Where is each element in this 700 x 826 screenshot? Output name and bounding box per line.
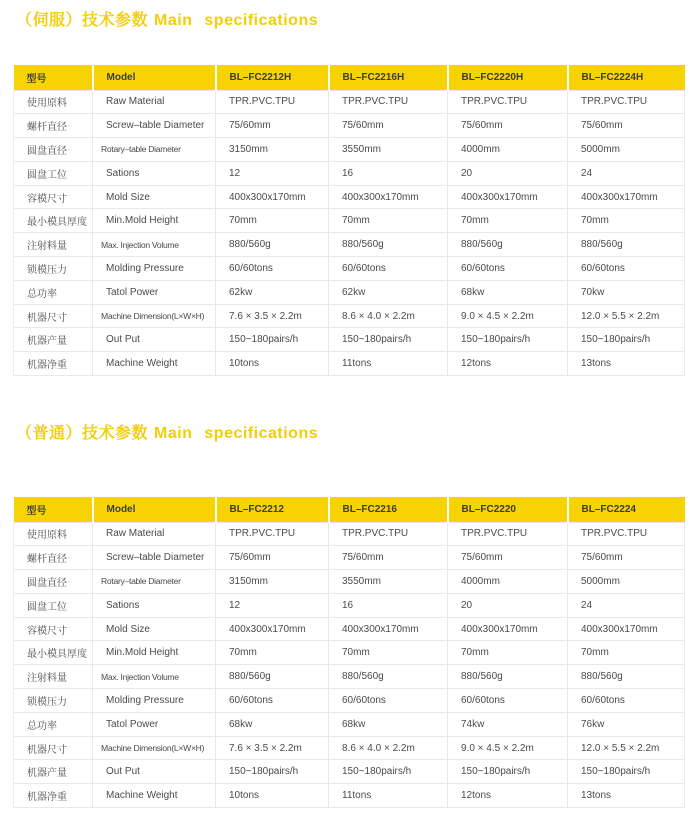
spec-value-cell: 60/60tons [568, 257, 685, 281]
spec-value-cell: 60/60tons [448, 689, 568, 713]
spec-row [14, 736, 685, 760]
spec-row [14, 784, 685, 808]
spec-value-cell: 70mm [448, 641, 568, 665]
spec-value-cell: 8.6 × 4.0 × 2.2m [329, 736, 448, 760]
spec-row [14, 689, 685, 713]
row-label-en-cell: Machine Dimension(L×W×H) [93, 736, 216, 760]
row-label-zh-cell: 机器尺寸 [14, 304, 93, 328]
row-label-zh-cell: 总功率 [14, 280, 93, 304]
row-label-en-cell: Out Put [93, 760, 216, 784]
spec-value-cell: 400x300x170mm [448, 617, 568, 641]
spec-row [14, 641, 685, 665]
standard-header-row [14, 497, 685, 522]
spec-value-cell: 9.0 × 4.5 × 2.2m [448, 304, 568, 328]
row-label-zh-cell: 机器净重 [14, 352, 93, 376]
spec-value-cell: 5000mm [568, 570, 685, 594]
spec-row [14, 328, 685, 352]
spec-value-cell: TPR.PVC.TPU [448, 522, 568, 546]
spec-value-cell: 400x300x170mm [568, 617, 685, 641]
row-label-zh-cell: 最小模具厚度 [14, 209, 93, 233]
spec-value-cell: 60/60tons [568, 689, 685, 713]
spec-row [14, 257, 685, 281]
spec-value-cell: 68kw [448, 280, 568, 304]
servo-spec-table [13, 65, 685, 376]
spec-value-cell: 75/60mm [448, 114, 568, 138]
spec-value-cell: 62kw [216, 280, 329, 304]
spec-value-cell: 75/60mm [329, 546, 448, 570]
model-header-cell: BL–FC2224H [568, 65, 685, 90]
spec-value-cell: 880/560g [329, 233, 448, 257]
spec-value-cell: 150~180pairs/h [568, 328, 685, 352]
row-label-en-cell: Sations [93, 161, 216, 185]
model-header-cell: BL–FC2216H [329, 65, 448, 90]
column-header-cell: 型号 [14, 497, 93, 522]
spec-value-cell: 880/560g [568, 233, 685, 257]
spec-value-cell: 400x300x170mm [448, 185, 568, 209]
standard-title-en: Main specifications [154, 425, 319, 442]
row-label-zh-cell: 容模尺寸 [14, 185, 93, 209]
spec-value-cell: 12.0 × 5.5 × 2.2m [568, 304, 685, 328]
spec-value-cell: 60/60tons [329, 257, 448, 281]
spec-value-cell: 70mm [448, 209, 568, 233]
standard-title-zh: （普通）技术参数 [16, 425, 149, 442]
spec-value-cell: 75/60mm [216, 114, 329, 138]
spec-value-cell: 11tons [329, 784, 448, 808]
spec-value-cell: 74kw [448, 712, 568, 736]
spec-value-cell: 68kw [216, 712, 329, 736]
row-label-zh-cell: 圆盘工位 [14, 161, 93, 185]
model-header-cell: BL–FC2220 [448, 497, 568, 522]
row-label-zh-cell: 圆盘直径 [14, 138, 93, 162]
spec-value-cell: 70mm [216, 209, 329, 233]
spec-value-cell: 70mm [329, 641, 448, 665]
spec-value-cell: 7.6 × 3.5 × 2.2m [216, 736, 329, 760]
spec-row [14, 546, 685, 570]
row-label-en-cell: Machine Dimension(L×W×H) [93, 304, 216, 328]
servo-header-row [14, 65, 685, 90]
spec-value-cell: 70kw [568, 280, 685, 304]
spec-value-cell: 400x300x170mm [568, 185, 685, 209]
row-label-zh-cell: 使用原料 [14, 90, 93, 114]
column-header-cell: Model [93, 497, 216, 522]
row-label-zh-cell: 注射料量 [14, 665, 93, 689]
row-label-en-cell: Rotary–table Diameter [93, 138, 216, 162]
spec-value-cell: TPR.PVC.TPU [568, 522, 685, 546]
spec-value-cell: 70mm [568, 641, 685, 665]
spec-value-cell: 13tons [568, 352, 685, 376]
spec-value-cell: 880/560g [216, 233, 329, 257]
spec-value-cell: 3150mm [216, 138, 329, 162]
spec-row [14, 617, 685, 641]
spec-value-cell: 70mm [568, 209, 685, 233]
row-label-en-cell: Max. Injection Volume [93, 233, 216, 257]
spec-value-cell: 400x300x170mm [216, 185, 329, 209]
spec-row [14, 161, 685, 185]
spec-row [14, 90, 685, 114]
row-label-zh-cell: 锁模压力 [14, 257, 93, 281]
row-label-en-cell: Mold Size [93, 617, 216, 641]
spec-value-cell: 150~180pairs/h [216, 328, 329, 352]
spec-value-cell: 150~180pairs/h [448, 760, 568, 784]
row-label-zh-cell: 总功率 [14, 712, 93, 736]
spec-value-cell: 3550mm [329, 138, 448, 162]
servo-title-zh: （伺服）技术参数 [16, 12, 149, 29]
spec-row [14, 593, 685, 617]
spec-value-cell: 70mm [216, 641, 329, 665]
servo-title-en: Main specifications [154, 12, 319, 29]
spec-value-cell: 12.0 × 5.5 × 2.2m [568, 736, 685, 760]
spec-row [14, 114, 685, 138]
spec-value-cell: 8.6 × 4.0 × 2.2m [329, 304, 448, 328]
row-label-en-cell: Max. Injection Volume [93, 665, 216, 689]
spec-value-cell: 76kw [568, 712, 685, 736]
spec-value-cell: 10tons [216, 352, 329, 376]
row-label-zh-cell: 使用原料 [14, 522, 93, 546]
spec-row [14, 352, 685, 376]
row-label-zh-cell: 机器净重 [14, 784, 93, 808]
spec-value-cell: 16 [329, 161, 448, 185]
spec-value-cell: 3550mm [329, 570, 448, 594]
row-label-zh-cell: 注射料量 [14, 233, 93, 257]
spec-value-cell: 4000mm [448, 138, 568, 162]
spec-value-cell: 400x300x170mm [329, 617, 448, 641]
spec-value-cell: 5000mm [568, 138, 685, 162]
row-label-en-cell: Min.Mold Height [93, 209, 216, 233]
spec-value-cell: 880/560g [216, 665, 329, 689]
row-label-en-cell: Min.Mold Height [93, 641, 216, 665]
spec-value-cell: 150~180pairs/h [329, 328, 448, 352]
spec-value-cell: 880/560g [568, 665, 685, 689]
spec-value-cell: 880/560g [448, 665, 568, 689]
spec-value-cell: 13tons [568, 784, 685, 808]
spec-value-cell: 880/560g [448, 233, 568, 257]
spec-value-cell: 150~180pairs/h [329, 760, 448, 784]
row-label-en-cell: Tatol Power [93, 280, 216, 304]
spec-value-cell: 400x300x170mm [329, 185, 448, 209]
spec-value-cell: 10tons [216, 784, 329, 808]
spec-value-cell: 60/60tons [216, 689, 329, 713]
row-label-en-cell: Molding Pressure [93, 257, 216, 281]
row-label-en-cell: Raw Material [93, 522, 216, 546]
spec-row [14, 665, 685, 689]
spec-value-cell: TPR.PVC.TPU [329, 90, 448, 114]
spec-value-cell: TPR.PVC.TPU [448, 90, 568, 114]
row-label-en-cell: Screw–table Diameter [93, 546, 216, 570]
spec-value-cell: 7.6 × 3.5 × 2.2m [216, 304, 329, 328]
spec-value-cell: 16 [329, 593, 448, 617]
row-label-en-cell: Mold Size [93, 185, 216, 209]
model-header-cell: BL–FC2216 [329, 497, 448, 522]
spec-value-cell: 68kw [329, 712, 448, 736]
model-header-cell: BL–FC2220H [448, 65, 568, 90]
row-label-zh-cell: 机器产量 [14, 760, 93, 784]
row-label-zh-cell: 机器产量 [14, 328, 93, 352]
spec-value-cell: 12 [216, 593, 329, 617]
spec-value-cell: 75/60mm [568, 114, 685, 138]
spec-value-cell: 150~180pairs/h [216, 760, 329, 784]
spec-row [14, 570, 685, 594]
spec-value-cell: 880/560g [329, 665, 448, 689]
servo-section-title [16, 11, 318, 31]
spec-value-cell: 75/60mm [329, 114, 448, 138]
row-label-zh-cell: 螺杆直径 [14, 114, 93, 138]
column-header-cell: Model [93, 65, 216, 90]
spec-value-cell: TPR.PVC.TPU [216, 522, 329, 546]
spec-value-cell: TPR.PVC.TPU [568, 90, 685, 114]
spec-value-cell: TPR.PVC.TPU [329, 522, 448, 546]
row-label-en-cell: Raw Material [93, 90, 216, 114]
spec-value-cell: 70mm [329, 209, 448, 233]
spec-value-cell: TPR.PVC.TPU [216, 90, 329, 114]
standard-spec-table [13, 497, 685, 808]
row-label-en-cell: Tatol Power [93, 712, 216, 736]
model-header-cell: BL–FC2212 [216, 497, 329, 522]
spec-row [14, 522, 685, 546]
row-label-zh-cell: 螺杆直径 [14, 546, 93, 570]
spec-value-cell: 75/60mm [568, 546, 685, 570]
spec-row [14, 185, 685, 209]
spec-row [14, 712, 685, 736]
standard-section-title [16, 424, 318, 444]
row-label-en-cell: Molding Pressure [93, 689, 216, 713]
row-label-zh-cell: 容模尺寸 [14, 617, 93, 641]
spec-row [14, 304, 685, 328]
spec-value-cell: 60/60tons [448, 257, 568, 281]
spec-value-cell: 20 [448, 593, 568, 617]
row-label-zh-cell: 机器尺寸 [14, 736, 93, 760]
spec-value-cell: 400x300x170mm [216, 617, 329, 641]
row-label-en-cell: Sations [93, 593, 216, 617]
row-label-zh-cell: 圆盘直径 [14, 570, 93, 594]
spec-value-cell: 24 [568, 593, 685, 617]
spec-row [14, 760, 685, 784]
spec-value-cell: 12tons [448, 352, 568, 376]
row-label-en-cell: Screw–table Diameter [93, 114, 216, 138]
spec-row [14, 233, 685, 257]
spec-value-cell: 11tons [329, 352, 448, 376]
row-label-zh-cell: 圆盘工位 [14, 593, 93, 617]
spec-value-cell: 75/60mm [216, 546, 329, 570]
spec-value-cell: 12tons [448, 784, 568, 808]
spec-value-cell: 75/60mm [448, 546, 568, 570]
column-header-cell: 型号 [14, 65, 93, 90]
row-label-zh-cell: 最小模具厚度 [14, 641, 93, 665]
spec-value-cell: 150~180pairs/h [448, 328, 568, 352]
spec-value-cell: 60/60tons [329, 689, 448, 713]
row-label-en-cell: Out Put [93, 328, 216, 352]
spec-value-cell: 24 [568, 161, 685, 185]
spec-value-cell: 9.0 × 4.5 × 2.2m [448, 736, 568, 760]
spec-value-cell: 62kw [329, 280, 448, 304]
model-header-cell: BL–FC2224 [568, 497, 685, 522]
spec-row [14, 138, 685, 162]
spec-value-cell: 20 [448, 161, 568, 185]
spec-value-cell: 4000mm [448, 570, 568, 594]
model-header-cell: BL–FC2212H [216, 65, 329, 90]
row-label-en-cell: Machine Weight [93, 352, 216, 376]
spec-value-cell: 3150mm [216, 570, 329, 594]
spec-row [14, 280, 685, 304]
row-label-en-cell: Rotary–table Diameter [93, 570, 216, 594]
row-label-zh-cell: 锁模压力 [14, 689, 93, 713]
row-label-en-cell: Machine Weight [93, 784, 216, 808]
spec-value-cell: 60/60tons [216, 257, 329, 281]
spec-row [14, 209, 685, 233]
spec-value-cell: 150~180pairs/h [568, 760, 685, 784]
spec-value-cell: 12 [216, 161, 329, 185]
